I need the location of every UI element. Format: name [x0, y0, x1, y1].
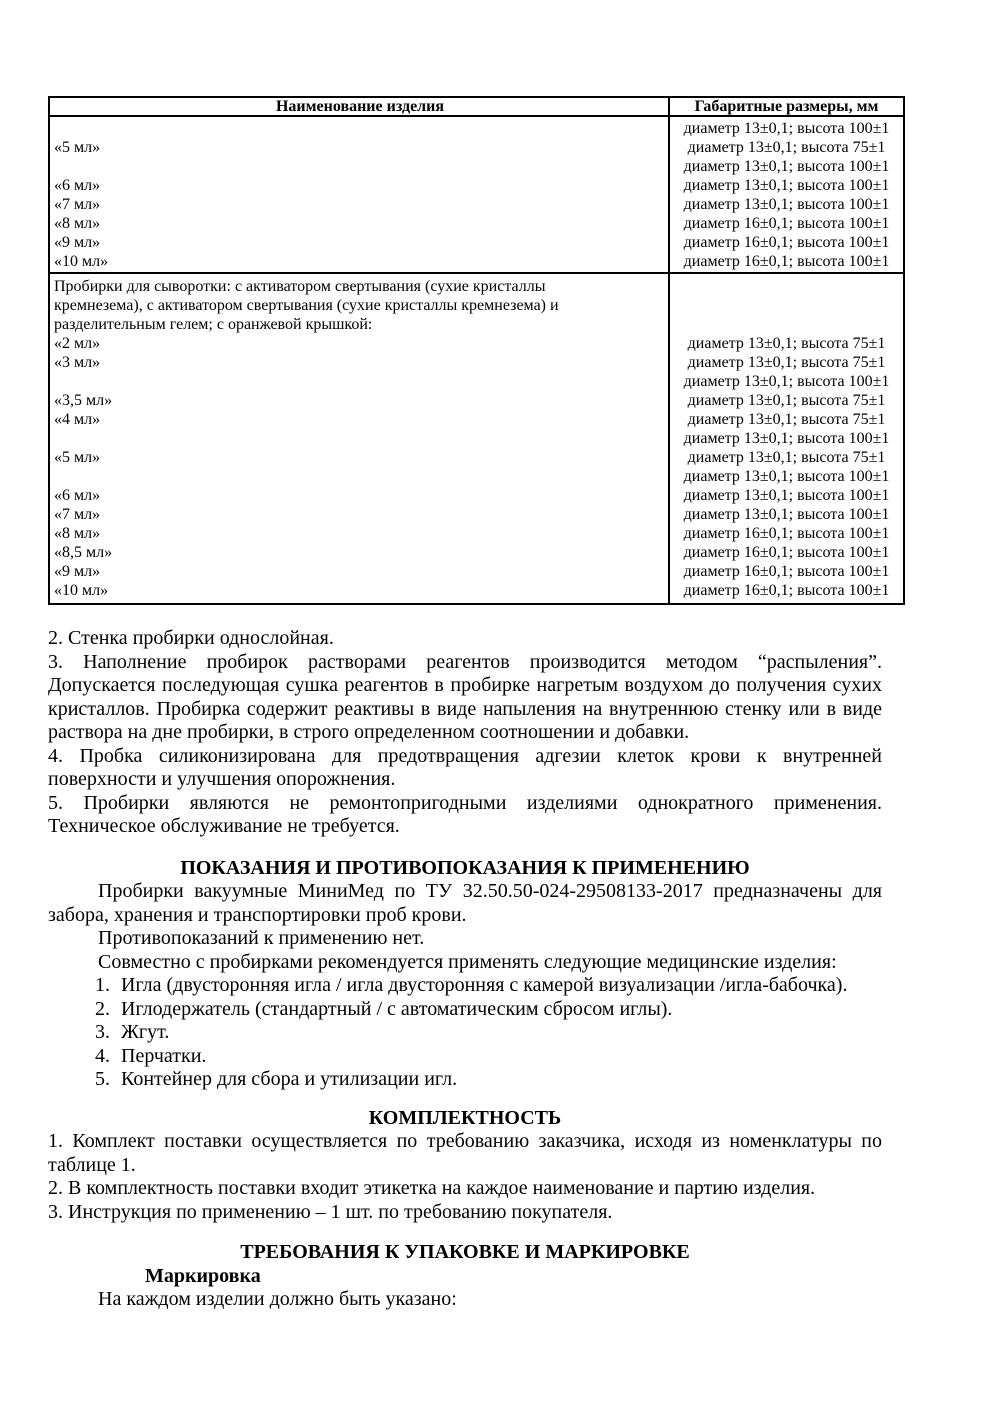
design-notes — [48, 627, 882, 839]
table-line-row — [50, 524, 903, 543]
cell-product-name: Пробирки для сыворотки: с активатором свертывания (сухие кристаллы — [54, 278, 546, 295]
cell-product-name: «5 мл» — [54, 449, 101, 466]
note-paragraph-5 — [48, 792, 882, 839]
table-line-row — [50, 372, 903, 391]
text-line: 3. Наполнение пробирок растворами реагентов производится методом “распыления”. — [48, 650, 882, 673]
cell-dimensions: диаметр 16±0,1; высота 100±1 — [683, 253, 890, 270]
cell-dimensions: диаметр 13±0,1; высота 75±1 — [687, 354, 886, 371]
table-header-row — [50, 98, 903, 117]
table-line-row — [50, 581, 903, 600]
table-line-row — [50, 391, 903, 410]
note-paragraph-3 — [48, 651, 882, 745]
text-line: 3. Инструкция по применению – 1 шт. по требованию покупателя. — [48, 1200, 613, 1223]
table-line-row — [50, 214, 903, 233]
col-header-product-name: Наименование изделия — [275, 98, 445, 115]
table-line-row — [50, 353, 903, 372]
cell-product-name: «9 мл» — [54, 563, 101, 580]
cell-product-name — [50, 157, 670, 176]
cell-product-name: «3 мл» — [54, 354, 101, 371]
cell-dimensions: диаметр 13±0,1; высота 100±1 — [683, 506, 890, 523]
text-line: Пробирки вакуумные МиниМед по ТУ 32.50.50-024-29508133-2017 предназначены для — [98, 880, 882, 902]
list-item-number: 3. — [95, 1021, 110, 1043]
indications-paragraph-2 — [48, 927, 882, 951]
text-line: 4. Пробка силиконизирована для предотвращения адгезии клеток крови к внутренней — [48, 744, 882, 767]
cell-product-name — [50, 372, 670, 391]
cell-product-name: кремнезема), с активатором свертывания (сухие кристаллы кремнезема) и — [54, 297, 559, 314]
cell-dimensions: диаметр 16±0,1; высота 100±1 — [683, 582, 890, 599]
cell-dimensions — [670, 277, 903, 296]
table-line-row — [50, 543, 903, 562]
cell-dimensions: диаметр 13±0,1; высота 75±1 — [687, 139, 886, 156]
table-line-row — [50, 277, 903, 296]
list-item-number: 2. — [95, 997, 110, 1020]
list-item-text: Игла (двусторонняя игла / игла двусторонняя с камерой визуализации /игла-бабочка). — [121, 974, 848, 996]
text-line: кристаллов. Пробирка содержит реактивы в виде напыления на внутреннюю стенку или в виде — [48, 697, 882, 720]
cell-product-name: «2 мл» — [54, 335, 101, 352]
text-line: забора, хранения и транспортировки проб крови. — [48, 903, 467, 926]
cell-dimensions: диаметр 13±0,1; высота 100±1 — [683, 158, 890, 175]
list-item-text: Жгут. — [121, 1021, 170, 1043]
subsection-title-marking: Маркировка — [145, 1264, 261, 1287]
text-line: раствора на дне пробирки, в строго определенном соотношении и добавки. — [48, 721, 690, 743]
cell-dimensions: диаметр 13±0,1; высота 100±1 — [683, 468, 890, 485]
indications-paragraph-3 — [48, 951, 882, 975]
text-line: 5. Пробирки являются не ремонтопригодными изделиями однократного применения. — [48, 791, 882, 814]
cell-dimensions — [670, 296, 903, 315]
text-line: поверхности и улучшения опорожнения. — [48, 768, 396, 790]
table-line-row — [50, 195, 903, 214]
list-item — [95, 998, 882, 1022]
cell-product-name: «8 мл» — [54, 215, 101, 232]
text-line: 2. В комплектность поставки входит этикетка на каждое наименование и партию изделия. — [48, 1177, 816, 1199]
table-line-row — [50, 233, 903, 252]
cell-dimensions: диаметр 16±0,1; высота 100±1 — [683, 234, 890, 251]
cell-dimensions: диаметр 13±0,1; высота 100±1 — [683, 177, 890, 194]
cell-dimensions — [670, 315, 903, 334]
cell-product-name: «7 мл» — [54, 506, 101, 523]
col-header-dimensions: Габаритные размеры, мм — [694, 98, 879, 115]
table-line-row — [50, 296, 903, 315]
table-line-row — [50, 315, 903, 334]
cell-product-name: «10 мл» — [54, 253, 109, 270]
note-paragraph-2 — [48, 627, 882, 651]
document-body — [48, 627, 882, 1312]
table-line-row — [50, 448, 903, 467]
cell-product-name: «3,5 мл» — [54, 392, 113, 409]
cell-dimensions: диаметр 13±0,1; высота 100±1 — [683, 430, 890, 447]
cell-product-name — [50, 429, 670, 448]
recommended-devices-list — [48, 974, 882, 1092]
table-line-row — [50, 334, 903, 353]
section-title-packaging: ТРЕБОВАНИЯ К УПАКОВКЕ И МАРКИРОВКЕ — [240, 1241, 690, 1263]
note-paragraph-4 — [48, 745, 882, 792]
table-line-row — [50, 467, 903, 486]
table-line-row — [50, 429, 903, 448]
cell-dimensions: диаметр 13±0,1; высота 100±1 — [683, 487, 890, 504]
completeness-paragraph-1 — [48, 1130, 882, 1177]
text-line: Допускается последующая сушка реагентов в пробирке нагретым воздухом до получения сухих — [48, 674, 882, 696]
table-section-plasma-tubes — [50, 117, 903, 272]
product-dimensions-table — [48, 96, 905, 605]
list-item-number: 4. — [95, 1044, 110, 1067]
cell-dimensions: диаметр 13±0,1; высота 75±1 — [687, 392, 886, 409]
cell-dimensions: диаметр 16±0,1; высота 100±1 — [683, 525, 890, 542]
table-line-row — [50, 252, 903, 271]
cell-dimensions: диаметр 16±0,1; высота 100±1 — [683, 544, 890, 561]
text-line: 1. Комплект поставки осуществляется по требованию заказчика, исходя из номенклатуры по — [48, 1130, 882, 1152]
list-item-number: 5. — [95, 1068, 110, 1090]
list-item — [95, 1021, 882, 1045]
cell-dimensions: диаметр 13±0,1; высота 100±1 — [683, 120, 890, 137]
table-line-row — [50, 562, 903, 581]
cell-dimensions: диаметр 16±0,1; высота 100±1 — [683, 215, 890, 232]
text-line: 2. Стенка пробирки однослойная. — [48, 627, 334, 649]
cell-product-name: «4 мл» — [54, 411, 101, 428]
completeness-paragraph-3 — [48, 1201, 882, 1225]
text-line: Совместно с пробирками рекомендуется применять следующие медицинские изделия: — [98, 950, 837, 973]
cell-product-name: «5 мл» — [54, 139, 101, 156]
table-line-row — [50, 505, 903, 524]
table-line-row — [50, 138, 903, 157]
list-item — [95, 1045, 882, 1069]
cell-dimensions: диаметр 13±0,1; высота 75±1 — [687, 335, 886, 352]
cell-product-name: «8 мл» — [54, 525, 101, 542]
cell-product-name: «6 мл» — [54, 487, 101, 504]
cell-product-name: «10 мл» — [54, 582, 109, 599]
indications-paragraph-1 — [48, 880, 882, 927]
section-title-completeness: КОМПЛЕКТНОСТЬ — [368, 1106, 562, 1129]
cell-product-name — [50, 119, 670, 138]
cell-product-name: «9 мл» — [54, 234, 101, 251]
table-line-row — [50, 119, 903, 138]
list-item-text: Перчатки. — [121, 1044, 207, 1067]
table-line-row — [50, 486, 903, 505]
list-item-text: Иглодержатель (стандартный / с автоматическим сбросом иглы). — [121, 997, 673, 1020]
list-item — [95, 1068, 882, 1092]
cell-product-name: «8,5 мл» — [54, 544, 113, 561]
marking-lead-paragraph — [48, 1288, 882, 1312]
list-item-text: Контейнер для сбора и утилизации игл. — [121, 1068, 458, 1090]
text-line: На каждом изделии должно быть указано: — [98, 1288, 457, 1310]
text-line: Противопоказаний к применению нет. — [98, 927, 425, 949]
table-line-row — [50, 157, 903, 176]
list-item-number: 1. — [95, 974, 110, 996]
text-line: таблице 1. — [48, 1153, 136, 1176]
cell-product-name: «7 мл» — [54, 196, 101, 213]
cell-product-name: разделительным гелем; с оранжевой крышкой: — [54, 316, 373, 333]
cell-product-name: «6 мл» — [54, 177, 101, 194]
completeness-paragraph-2 — [48, 1177, 882, 1201]
table-line-row — [50, 176, 903, 195]
table-section-serum-tubes — [50, 272, 903, 603]
cell-dimensions: диаметр 13±0,1; высота 75±1 — [687, 449, 886, 466]
cell-dimensions: диаметр 13±0,1; высота 100±1 — [683, 196, 890, 213]
table-line-row — [50, 410, 903, 429]
section-title-indications: ПОКАЗАНИЯ И ПРОТИВОПОКАЗАНИЯ К ПРИМЕНЕНИЮ — [180, 856, 750, 879]
cell-dimensions: диаметр 16±0,1; высота 100±1 — [683, 563, 890, 580]
cell-product-name — [50, 467, 670, 486]
cell-dimensions: диаметр 13±0,1; высота 100±1 — [683, 373, 890, 390]
list-item — [95, 974, 882, 998]
text-line: Техническое обслуживание не требуется. — [48, 815, 400, 837]
cell-dimensions: диаметр 13±0,1; высота 75±1 — [687, 411, 886, 428]
